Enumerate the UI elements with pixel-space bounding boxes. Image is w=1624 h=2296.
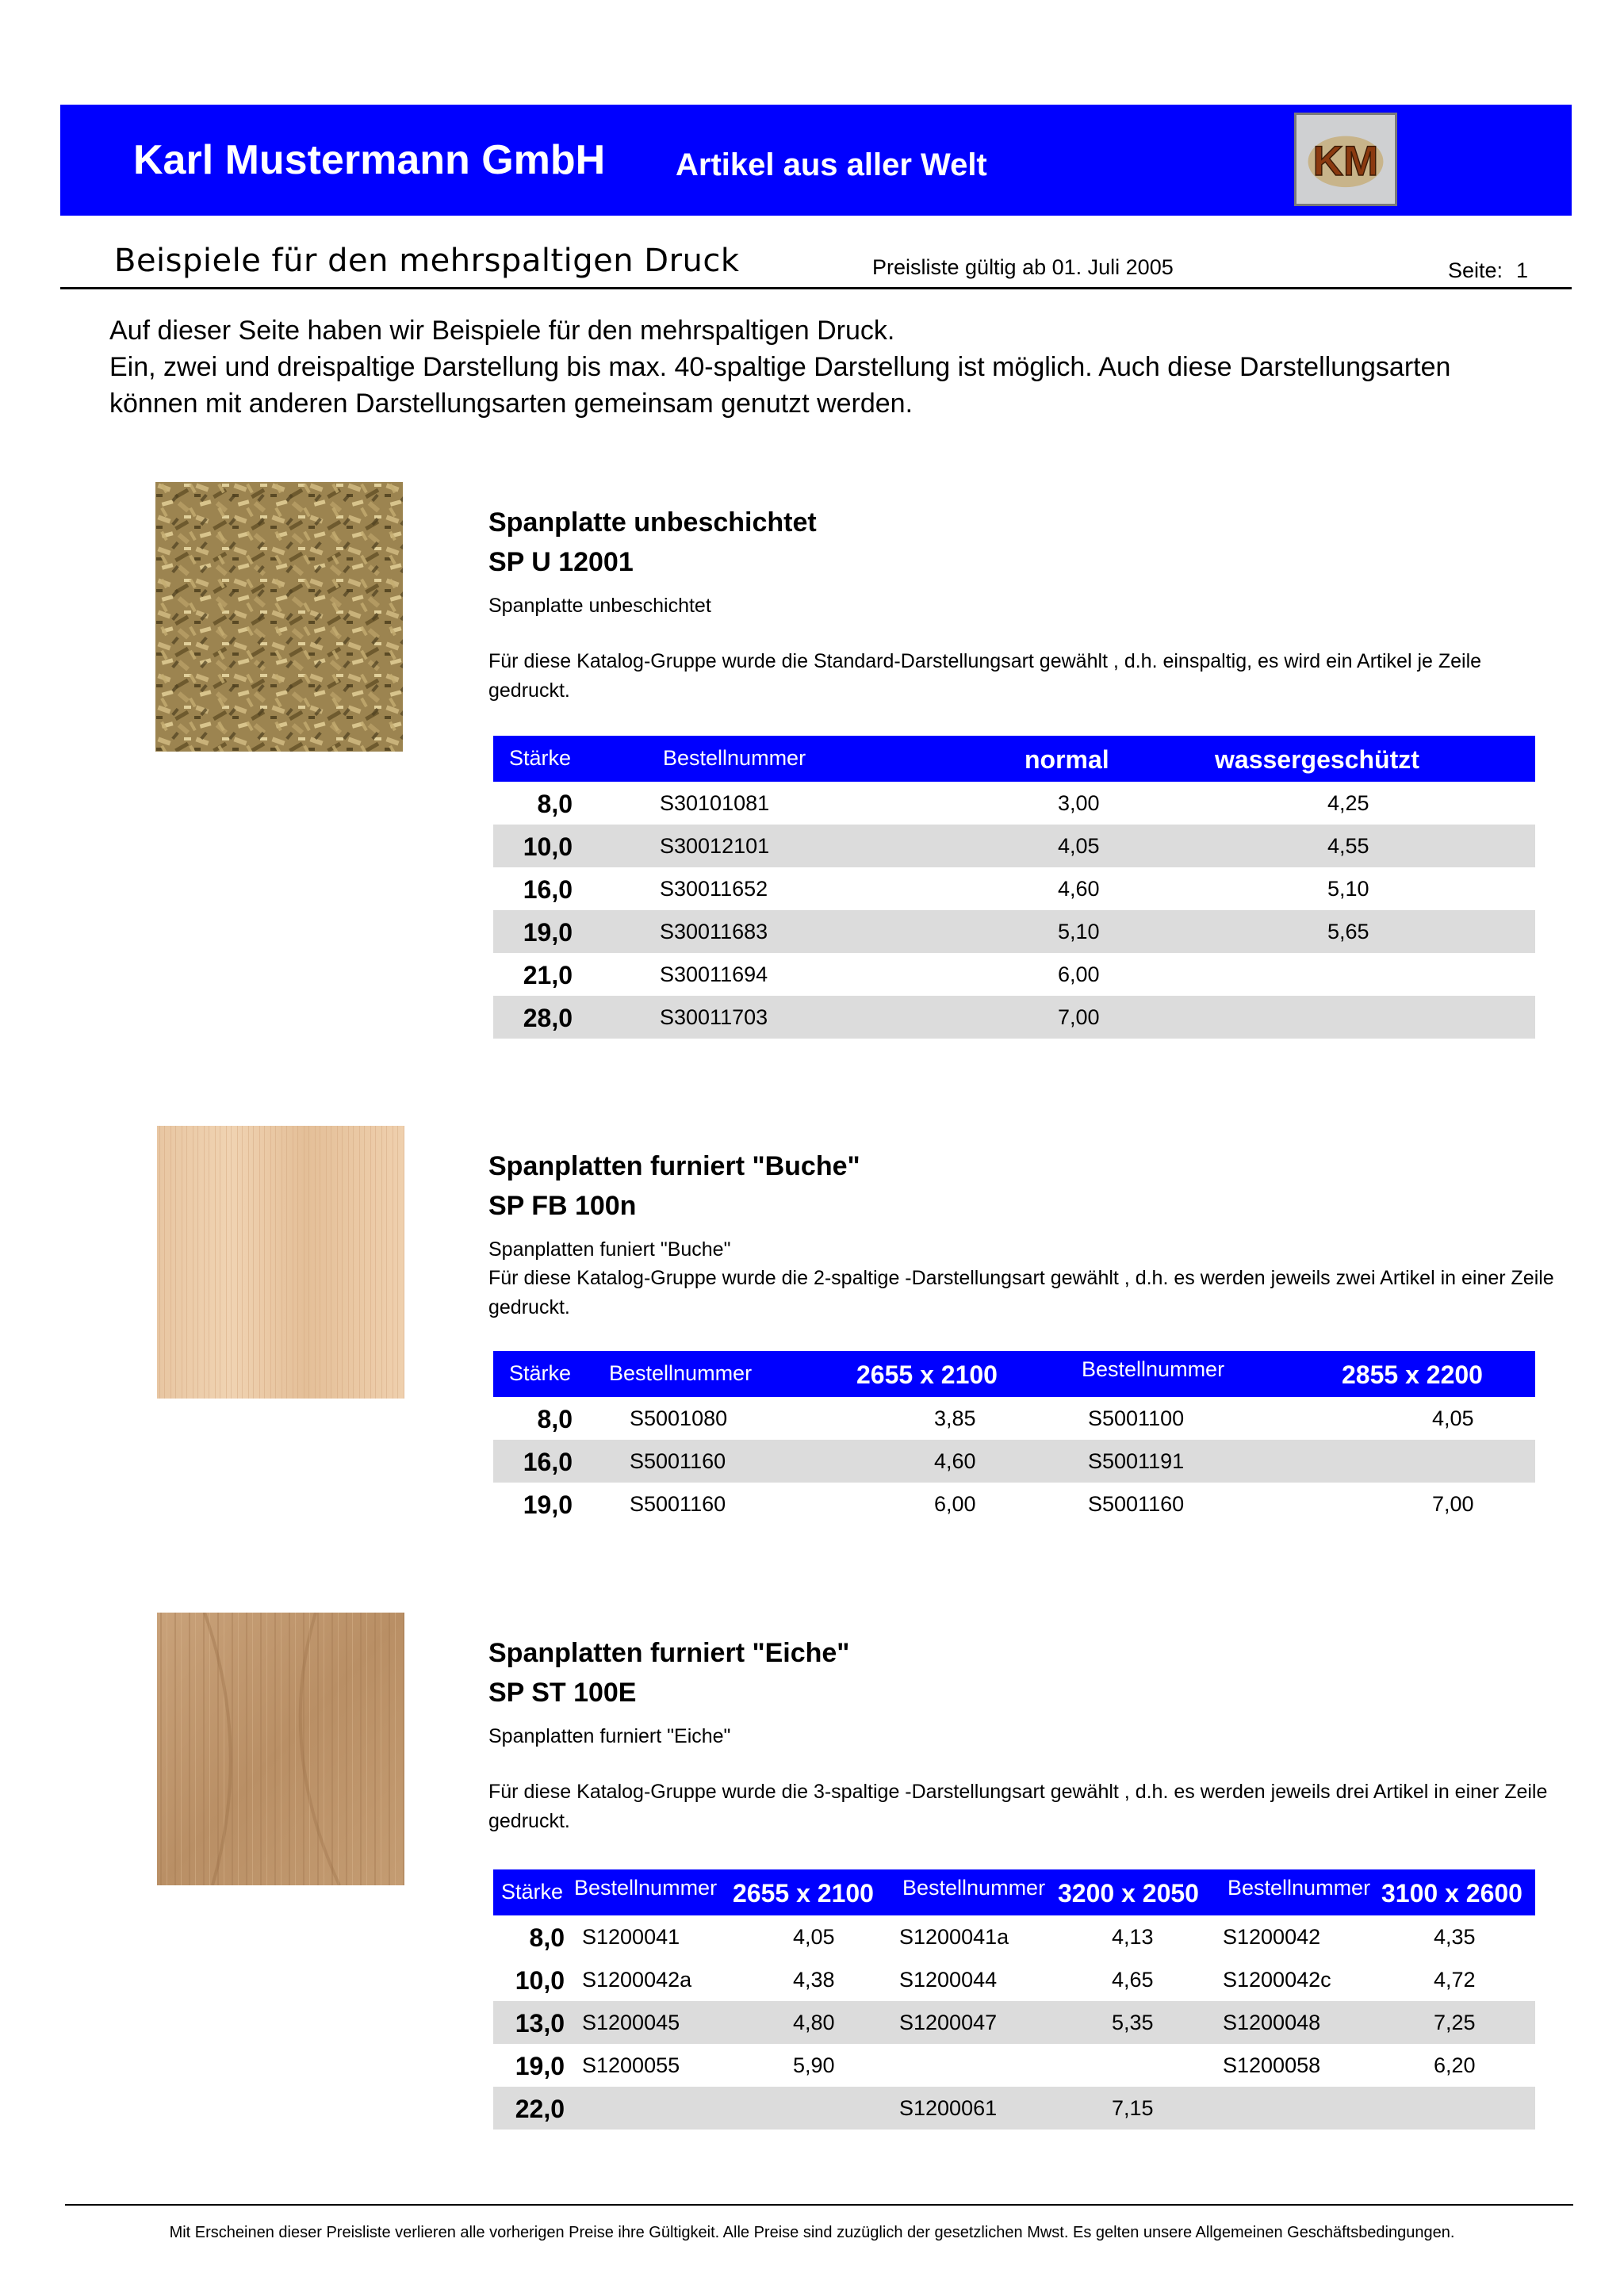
header-cell: wassergeschützt — [1215, 745, 1419, 774]
table-header — [493, 736, 1535, 782]
cell-order-number: S1200047 — [899, 2011, 998, 2034]
intro-text — [109, 312, 1553, 422]
product-note: Für diese Katalog-Gruppe wurde die 2-spaltige -Darstellungsart gewählt , d.h. es werden jeweils zwei Artikel in einer Zeile gedruckt. — [488, 1267, 1554, 1318]
table-row — [493, 2001, 1535, 2044]
price-table — [493, 736, 1535, 1039]
cell-price: 5,10 — [1327, 877, 1369, 901]
cell-order-number: S5001191 — [1088, 1449, 1185, 1473]
cell-price: 4,38 — [793, 1968, 835, 1992]
cell-price: 4,13 — [1112, 1925, 1154, 1949]
table-row — [493, 953, 1535, 996]
table-row — [493, 825, 1535, 867]
cell-thickness: 16,0 — [523, 1448, 573, 1476]
cell-price: 5,10 — [1058, 920, 1100, 943]
header-cell: Bestellnummer — [663, 746, 806, 770]
cell-order-number: S1200041 — [582, 1925, 680, 1949]
cell-order-number: S5001160 — [1088, 1492, 1185, 1516]
product-image-oak — [157, 1613, 404, 1885]
product-code: SP ST 100E — [488, 1678, 637, 1708]
cell-price: 5,65 — [1327, 920, 1369, 943]
company-name: Karl Mustermann GmbH — [133, 137, 606, 183]
page-number: 1 — [1516, 258, 1529, 282]
table-row — [493, 2087, 1535, 2130]
cell-thickness: 10,0 — [515, 1966, 565, 1995]
table-row — [493, 996, 1535, 1039]
cell-thickness: 21,0 — [523, 961, 573, 989]
product-note: Für diese Katalog-Gruppe wurde die Standard-Darstellungsart gewählt , d.h. einspaltig, es wird ein Artikel je Zeile gedruckt. — [488, 650, 1482, 702]
footer-disclaimer: Mit Erscheinen dieser Preisliste verlieren alle vorherigen Preise ihre Gültigkeit. Alle Preise sind zuzüglich der gesetzlichen Mwst. Es gelten unsere Allgemeinen Geschäftsbedingungen. — [169, 2224, 1455, 2241]
footer-divider — [65, 2204, 1573, 2206]
price-table — [493, 1351, 1535, 1525]
cell-price: 7,00 — [1058, 1005, 1100, 1029]
intro-line: Auf dieser Seite haben wir Beispiele für den mehrspaltigen Druck. — [109, 316, 895, 346]
cell-order-number: S30011683 — [660, 920, 768, 943]
company-logo — [1294, 113, 1397, 206]
table-row — [493, 1958, 1535, 2001]
cell-order-number: S30011694 — [660, 962, 768, 986]
cell-thickness: 19,0 — [523, 1490, 573, 1519]
product-code: SP FB 100n — [488, 1191, 637, 1221]
cell-price: 6,20 — [1434, 2053, 1476, 2077]
cell-price: 4,65 — [1112, 1968, 1154, 1992]
product-image-chipboard — [155, 482, 403, 752]
product-title: Spanplatten furniert "Eiche" — [488, 1638, 850, 1668]
intro-line: Ein, zwei und dreispaltige Darstellung bis max. 40-spaltige Darstellung ist möglich. Auch diese Darstellungsarten — [109, 352, 1451, 382]
cell-order-number: S1200055 — [582, 2053, 680, 2077]
cell-thickness: 28,0 — [523, 1004, 573, 1032]
cell-price: 5,90 — [793, 2053, 835, 2077]
header-cell: 2655 x 2100 — [856, 1360, 998, 1389]
table-row — [493, 1397, 1535, 1440]
validity-date: Preisliste gültig ab 01. Juli 2005 — [872, 255, 1174, 279]
cell-price: 3,00 — [1058, 791, 1100, 815]
page-subtitle: Beispiele für den mehrspaltigen Druck — [114, 243, 740, 279]
cell-price: 4,60 — [934, 1449, 976, 1473]
cell-order-number: S1200042 — [1223, 1925, 1321, 1949]
header-divider — [60, 287, 1572, 289]
company-slogan: Artikel aus aller Welt — [676, 147, 987, 182]
header-cell: Bestellnummer — [1228, 1876, 1371, 1900]
header-cell: Bestellnummer — [574, 1876, 718, 1900]
cell-price: 7,00 — [1432, 1492, 1474, 1516]
cell-thickness: 13,0 — [515, 2009, 565, 2038]
header-cell: 2855 x 2200 — [1342, 1360, 1483, 1389]
cell-order-number: S1200061 — [899, 2096, 998, 2120]
price-table — [493, 1869, 1535, 2130]
cell-price: 4,05 — [1058, 834, 1100, 858]
table-header — [493, 1869, 1535, 1915]
header-cell: 3200 x 2050 — [1058, 1879, 1199, 1908]
cell-order-number: S5001160 — [630, 1492, 726, 1516]
cell-price: 4,05 — [793, 1925, 835, 1949]
table-row — [493, 2044, 1535, 2087]
header-cell: 2655 x 2100 — [733, 1879, 874, 1908]
svg-text:KM: KM — [1312, 137, 1379, 185]
cell-order-number: S5001100 — [1088, 1406, 1185, 1430]
cell-order-number: S30101081 — [660, 791, 770, 815]
cell-thickness: 19,0 — [523, 918, 573, 947]
page-label: Seite: — [1448, 258, 1503, 282]
cell-price: 4,55 — [1327, 834, 1369, 858]
cell-price: 6,00 — [934, 1492, 976, 1516]
product-description: Spanplatten funiert "Buche" — [488, 1238, 731, 1261]
cell-price: 3,85 — [934, 1406, 976, 1430]
cell-price: 4,35 — [1434, 1925, 1476, 1949]
cell-order-number: S30011652 — [660, 877, 768, 901]
table-row — [493, 782, 1535, 825]
table-row — [493, 1440, 1535, 1483]
table-row — [493, 910, 1535, 953]
product-title: Spanplatten furniert "Buche" — [488, 1151, 860, 1181]
header-cell: Bestellnummer — [609, 1361, 753, 1385]
cell-price: 7,15 — [1112, 2096, 1154, 2120]
cell-thickness: 10,0 — [523, 832, 573, 861]
cell-order-number: S1200045 — [582, 2011, 680, 2034]
cell-price: 5,35 — [1112, 2011, 1154, 2034]
header-cell: Bestellnummer — [902, 1876, 1046, 1900]
cell-order-number: S30011703 — [660, 1005, 768, 1029]
cell-order-number: S5001160 — [630, 1449, 726, 1473]
product-description: Spanplatten furniert "Eiche" — [488, 1725, 731, 1747]
table-row — [493, 1915, 1535, 1958]
header-cell: Stärke — [509, 746, 572, 770]
header-cell: 3100 x 2600 — [1381, 1879, 1522, 1908]
product-image-beech — [157, 1126, 404, 1399]
product-code: SP U 12001 — [488, 547, 634, 577]
cell-thickness: 16,0 — [523, 875, 573, 904]
cell-thickness: 22,0 — [515, 2095, 565, 2123]
cell-order-number: S1200042a — [582, 1968, 692, 1992]
cell-order-number: S1200042c — [1223, 1968, 1331, 1992]
cell-order-number: S5001080 — [630, 1406, 728, 1430]
cell-thickness: 19,0 — [515, 2052, 565, 2080]
cell-price: 4,25 — [1327, 791, 1369, 815]
cell-price: 4,60 — [1058, 877, 1100, 901]
table-row — [493, 867, 1535, 910]
header-cell: Stärke — [501, 1880, 564, 1904]
cell-thickness: 8,0 — [529, 1923, 565, 1952]
product-description: Spanplatte unbeschichtet — [488, 595, 711, 617]
cell-price: 7,25 — [1434, 2011, 1476, 2034]
header-cell: Stärke — [509, 1361, 572, 1385]
cell-price: 6,00 — [1058, 962, 1100, 986]
cell-price: 4,05 — [1432, 1406, 1474, 1430]
cell-order-number: S1200048 — [1223, 2011, 1321, 2034]
cell-thickness: 8,0 — [537, 1405, 573, 1433]
cell-price: 4,80 — [793, 2011, 835, 2034]
intro-line: können mit anderen Darstellungsarten gemeinsam genutzt werden. — [109, 388, 914, 419]
product-note: Für diese Katalog-Gruppe wurde die 3-spaltige -Darstellungsart gewählt , d.h. es werden jeweils drei Artikel in einer Zeile gedruckt. — [488, 1781, 1548, 1832]
table-row — [493, 1483, 1535, 1525]
cell-order-number: S30012101 — [660, 834, 770, 858]
cell-order-number: S1200041a — [899, 1925, 1009, 1949]
table-header — [493, 1351, 1535, 1397]
header-cell: Bestellnummer — [1082, 1357, 1225, 1381]
cell-order-number: S1200044 — [899, 1968, 998, 1992]
cell-order-number: S1200058 — [1223, 2053, 1321, 2077]
cell-price: 4,72 — [1434, 1968, 1476, 1992]
cell-thickness: 8,0 — [537, 790, 573, 818]
header-cell: normal — [1025, 745, 1109, 774]
product-title: Spanplatte unbeschichtet — [488, 507, 817, 538]
